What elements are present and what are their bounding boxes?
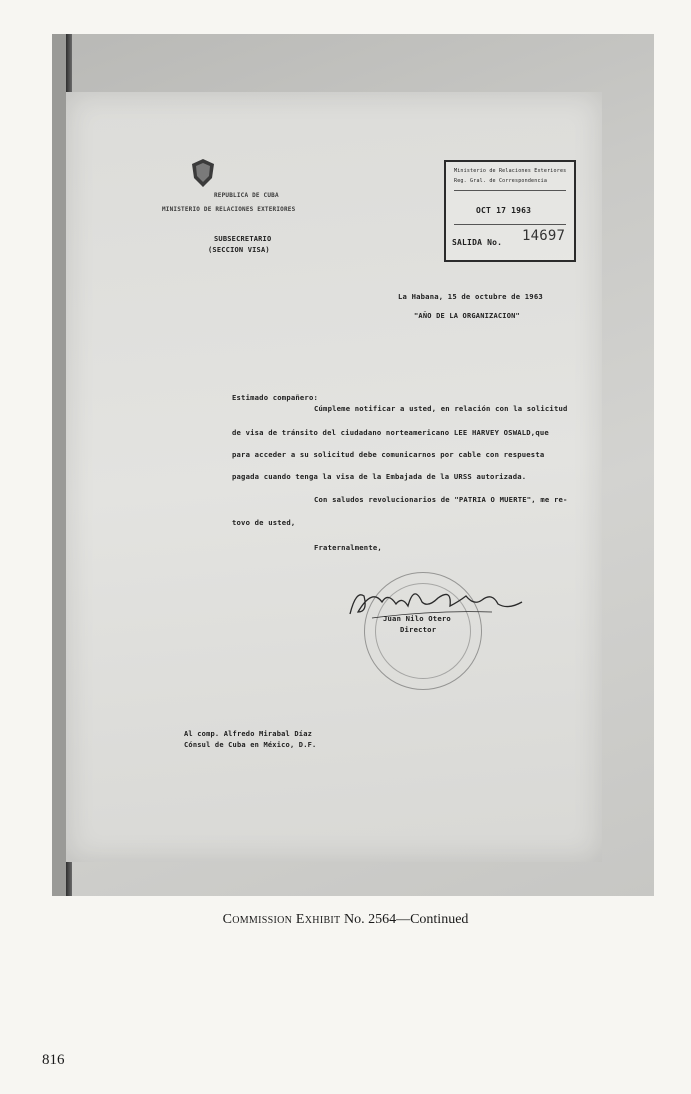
letterhead-country: REPUBLICA DE CUBA (214, 192, 279, 199)
exhibit-caption (0, 912, 691, 928)
caption-prefix: Commission Exhibit (222, 912, 341, 927)
addressee-title: Cónsul de Cuba en México, D.F. (184, 741, 317, 749)
coat-of-arms-icon (190, 158, 216, 188)
signatory-name: Juan Nilo Otero (383, 614, 451, 623)
closing: Fraternalmente, (314, 543, 382, 552)
body-line: pagada cuando tenga la visa de la Embajada de la URSS autorizada. (232, 472, 527, 481)
body-line: tovo de usted, (232, 518, 296, 527)
year-motto: "AÑO DE LA ORGANIZACION" (414, 312, 520, 320)
body-line: Con saludos revolucionarios de "PATRIA O MUERTE", me re- (314, 495, 568, 504)
photo-left-border (52, 34, 66, 896)
place-and-date: La Habana, 15 de octubre de 1963 (398, 292, 543, 301)
stamp-registry: Reg. Gral. de Correspondencia (454, 178, 548, 184)
signatory-title: Director (400, 625, 437, 634)
body-line: Cúmpleme notificar a usted, en relación con la solicitud (314, 404, 568, 413)
stamp-ministry: Ministerio de Relaciones Exteriores (454, 168, 567, 174)
salutation: Estimado compañero: (232, 393, 319, 402)
addressee-name: Al comp. Alfredo Mirabal Díaz (184, 730, 313, 738)
body-line: para acceder a su solicitud debe comunicarnos por cable con respuesta (232, 450, 545, 459)
body-line: de visa de tránsito del ciudadano norteamericano LEE HARVEY OSWALD,que (232, 428, 549, 437)
page-number: 816 (42, 1052, 65, 1068)
stamp-date: OCT 17 1963 (476, 206, 532, 215)
letterhead-ministry: MINISTERIO DE RELACIONES EXTERIORES (162, 206, 296, 213)
department-section: (SECCION VISA) (208, 246, 270, 254)
caption-number: No. 2564—Continued (343, 912, 469, 927)
registry-stamp (444, 160, 576, 262)
stamp-label: SALIDA No. (452, 238, 503, 247)
department-name: SUBSECRETARIO (214, 235, 272, 243)
stamp-number: 14697 (522, 228, 566, 244)
